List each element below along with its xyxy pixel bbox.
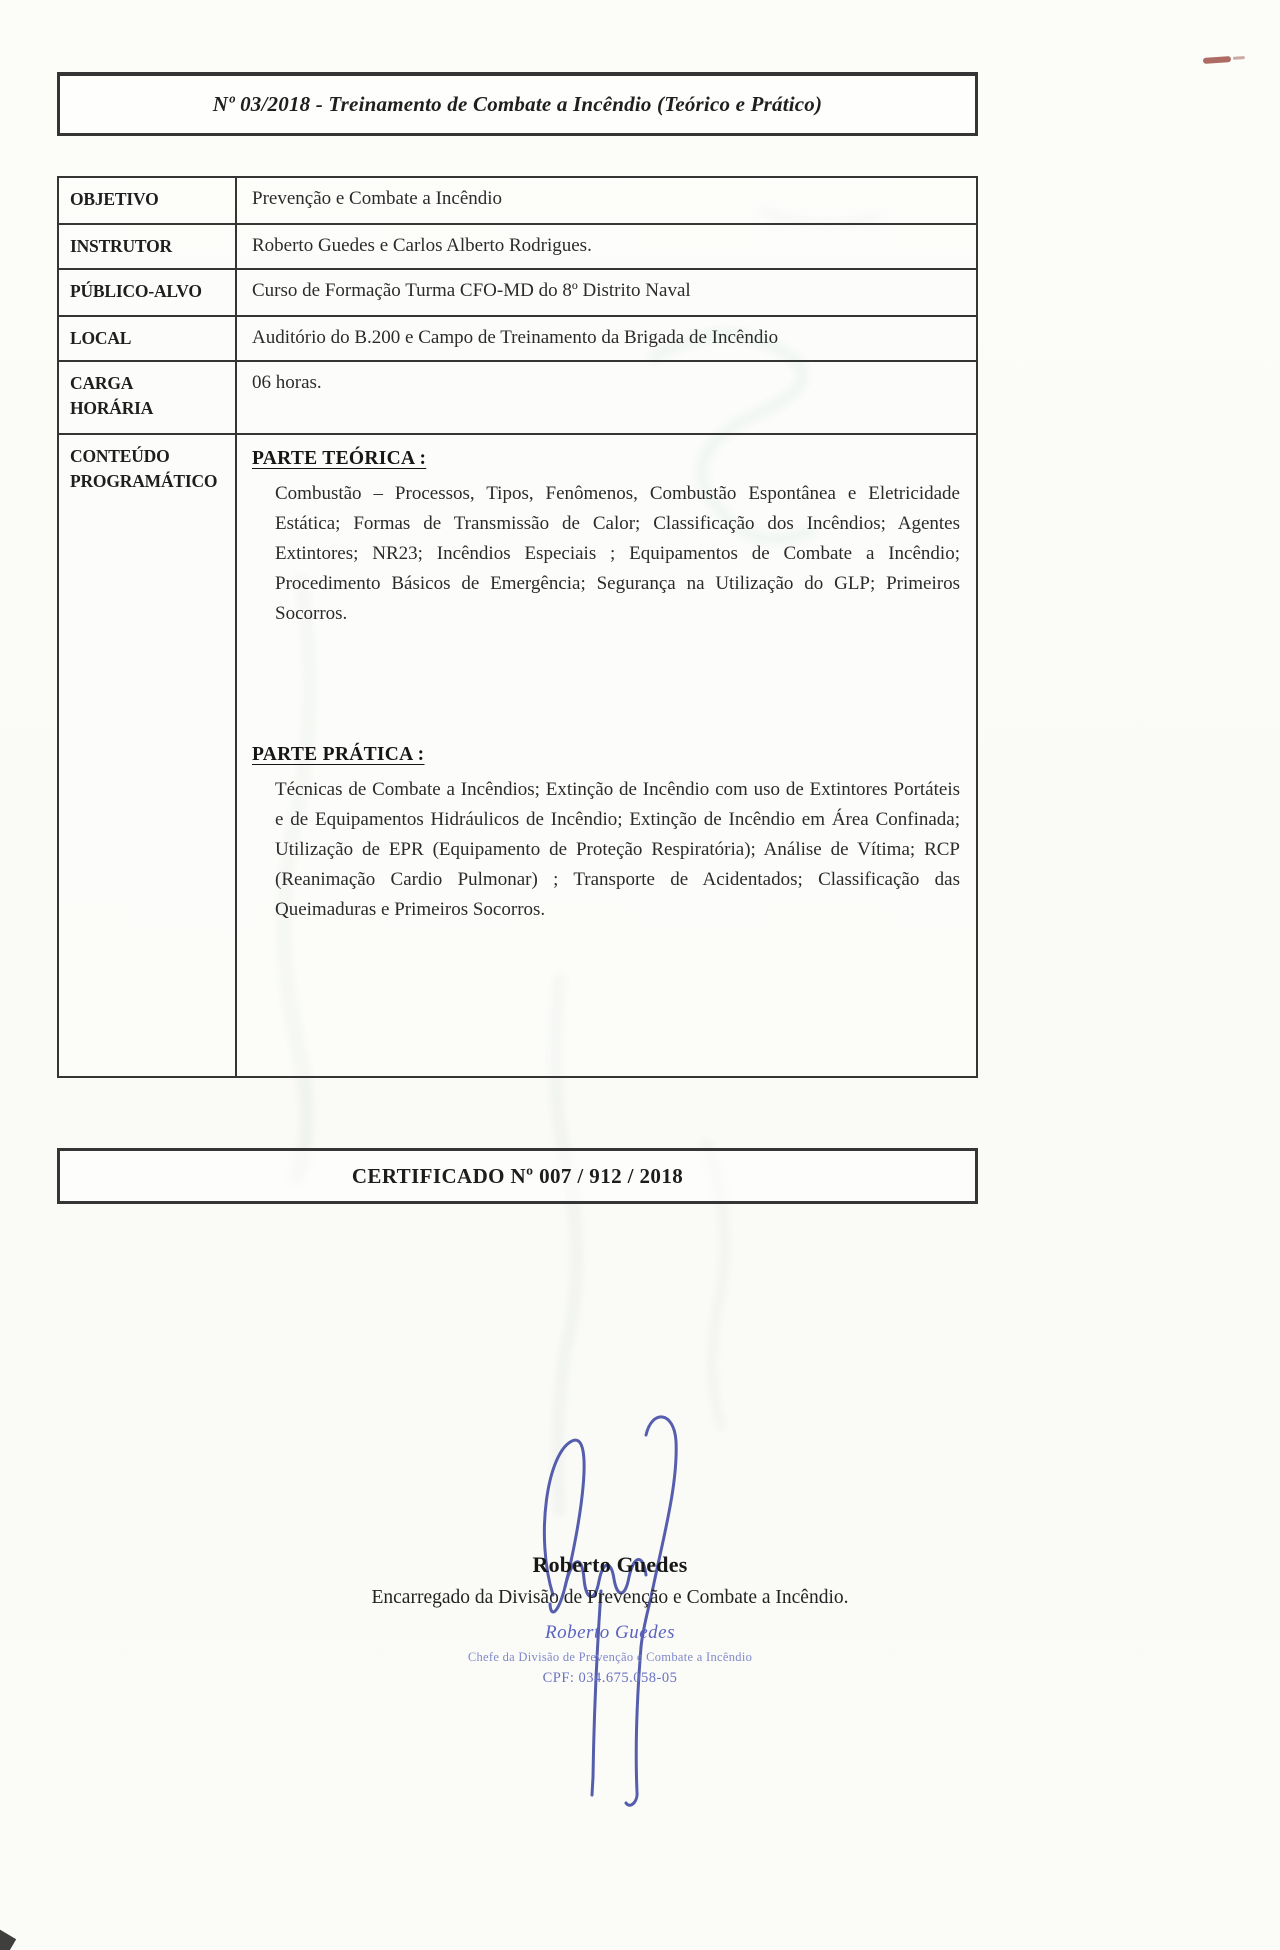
row-label: PÚBLICO-ALVO [59, 270, 237, 315]
row-value: Prevenção e Combate a Incêndio [252, 188, 503, 209]
program-content-cell [237, 435, 976, 1076]
table-row-carga-horaria [59, 362, 976, 435]
table-row-publico-alvo [59, 270, 976, 317]
theory-paragraph: Combustão – Processos, Tipos, Fenômenos, Combustão Espontânea e Eletricidade Estática; Formas de Transmissão de Calor; Classificação dos Incêndios; Agentes Extintores; NR23; Incêndios Especiais ; Equipamentos de Combate a Incêndio; Procedimento Básicos de Emergência; Segurança na Utilização do GLP; Primeiros Socorros. [275, 483, 960, 624]
stamp-role: Chefe da Divisão de Prevenção e Combate a Incêndio [467, 1649, 753, 1664]
practice-paragraph: Técnicas de Combate a Incêndios; Extinção de Incêndio com uso de Extintores Portáteis e de Equipamentos Hidráulicos de Incêndio; Extinção de Incêndio em Área Confinada; Utilização de EPR (Equipamento de Proteção Respiratória); Análise de Vítima; RCP (Reanimação Cardio Pulmonar) ; Transporte de Acidentados; Classificação das Queimaduras e Primeiros Socorros. [275, 779, 960, 920]
course-info-table [57, 176, 978, 1078]
theory-section-heading: PARTE TEÓRICA : [252, 448, 427, 469]
certificate-number-box [57, 1148, 978, 1204]
pen-scribble-mark [1203, 56, 1231, 64]
row-label: CARGA HORÁRIA [59, 362, 237, 433]
row-value: 06 horas. [252, 372, 322, 393]
corner-ink-smudge [0, 1926, 18, 1950]
row-label: OBJETIVO [59, 178, 237, 223]
document-title-box [57, 72, 978, 136]
signatory-role: Encarregado da Divisão de Prevenção e Combate a Incêndio. [371, 1587, 849, 1608]
certificate-number: CERTIFICADO Nº 007 / 912 / 2018 [351, 1163, 684, 1188]
practice-section-heading: PARTE PRÁTICA : [252, 744, 425, 765]
table-row-instrutor [59, 225, 976, 270]
table-row-local [59, 317, 976, 362]
ink-stamp [250, 1621, 970, 1688]
row-value: Curso de Formação Turma CFO-MD do 8º Distrito Naval [252, 280, 691, 301]
row-value: Roberto Guedes e Carlos Alberto Rodrigues. [252, 235, 592, 256]
row-label: INSTRUTOR [59, 225, 237, 268]
row-label: CONTEÚDO PROGRAMÁTICO [59, 435, 237, 1076]
signatory-name: Roberto Guedes [532, 1552, 688, 1577]
table-row-objetivo [59, 178, 976, 225]
signature-block [250, 1552, 970, 1688]
stamp-cpf: CPF: 034.675.058-05 [542, 1669, 678, 1686]
stamp-name: Roberto Guedes [545, 1622, 675, 1643]
table-row-conteudo-programatico [59, 435, 976, 1076]
row-value: Auditório do B.200 e Campo de Treinamento da Brigada de Incêndio [252, 327, 779, 348]
document-title: Nº 03/2018 - Treinamento de Combate a Incêndio (Teórico e Prático) [212, 92, 823, 116]
row-label: LOCAL [59, 317, 237, 360]
